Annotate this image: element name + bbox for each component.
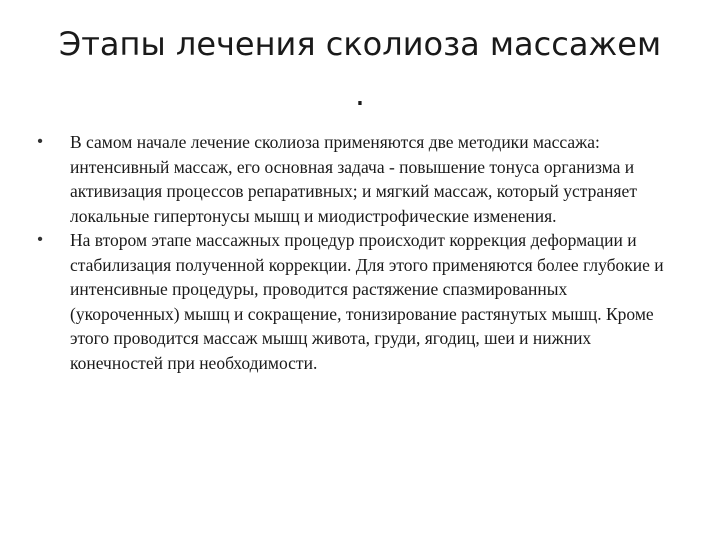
slide-title-dot: . [354,75,366,113]
bullet-text: В самом начале лечение сколиоза применяются две методики массажа: интенсивный массаж, его основная задача - повышение тонуса организма и активизация процессов репаративных; и мягкий массаж, который устраняет локальные гипертонусы мышц и миодистрофические изменения. [70,132,637,226]
slide-title: Этапы лечения сколиоза массажем [58,25,662,63]
bullet-item-first-stage [30,130,670,228]
bullet-icon: • [37,231,43,248]
bullet-text: На втором этапе массажных процедур происходит коррекция деформации и стабилизация полученной коррекции. Для этого применяются более глубокие и интенсивные процедуры, проводится растяжение спазмированных (укороченных) мышц и сокращение, тонизирование растянутых мышц. Кроме этого проводится массаж мышц живота, груди, ягодиц, шеи и нижних конечностей при необходимости. [70,230,664,373]
bullet-icon: • [37,133,43,150]
bullet-item-second-stage [30,228,670,375]
bullet-list [30,130,670,375]
